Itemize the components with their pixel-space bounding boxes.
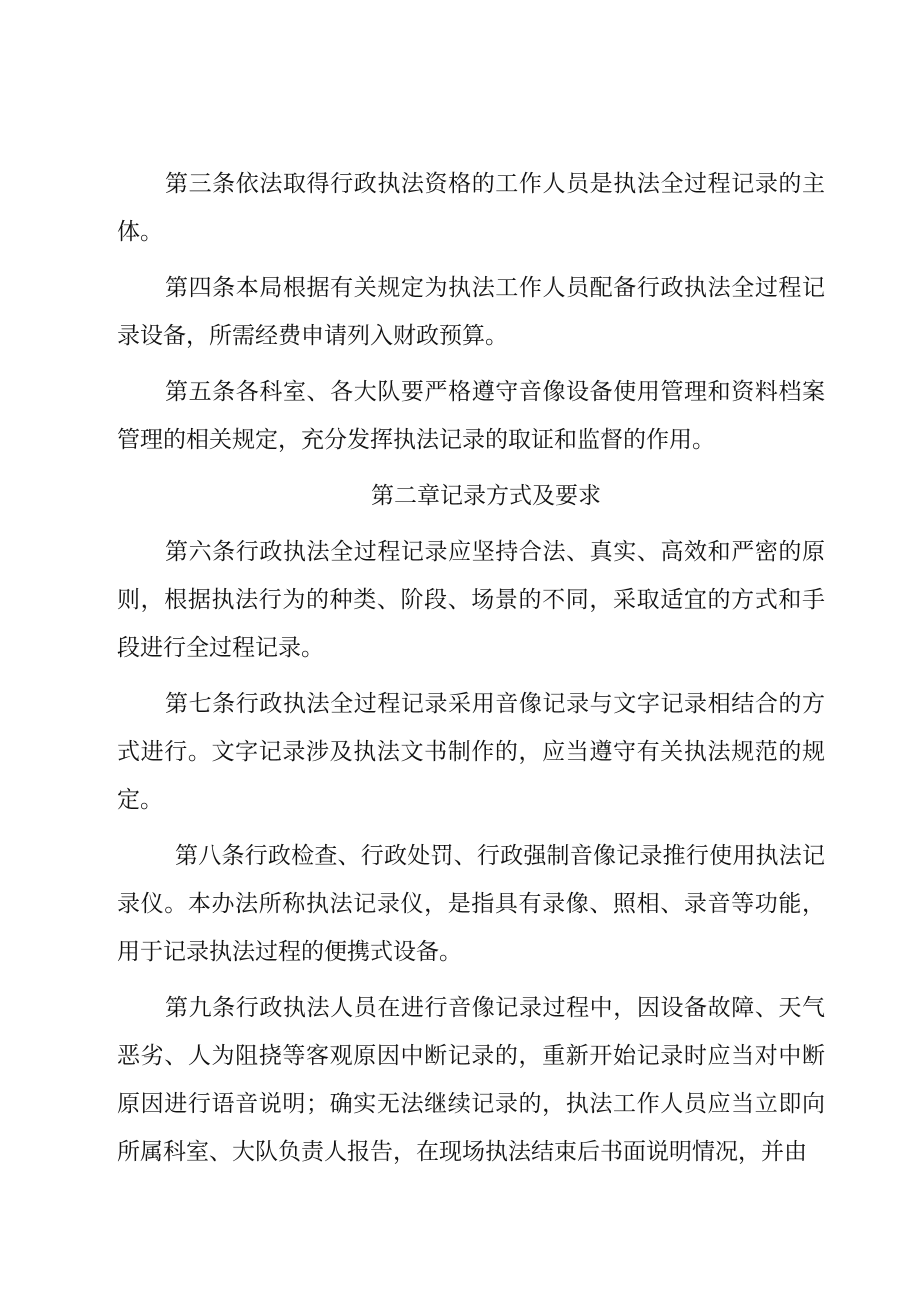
article-8-paragraph: 第八条行政检查、行政处罚、行政强制音像记录推行使用执法记录仪。本办法所称执法记录仪，是指具有录像、照相、录音等功能，用于记录执法过程的便携式设备。 [117,843,825,965]
chapter-heading: 第二章记录方式及要求 [371,483,601,509]
article-3-paragraph: 第三条依法取得行政执法资格的工作人员是执法全过程记录的主体。 [117,171,825,245]
article-9-paragraph: 第九条行政执法人员在进行音像记录过程中，因设备故障、天气恶劣、人为阻挠等客观原因中断记录的，重新开始记录时应当对中断原因进行语音说明；确实无法继续记录的，执法工作人员应当立即向所属科室、大队负责人报告，在现场执法结束后书面说明情况，并由 [117,995,825,1165]
article-7-paragraph: 第七条行政执法全过程记录采用音像记录与文字记录相结合的方式进行。文字记录涉及执法文书制作的，应当遵守有关执法规范的规定。 [117,691,825,813]
article-4-paragraph: 第四条本局根据有关规定为执法工作人员配备行政执法全过程记录设备，所需经费申请列入财政预算。 [117,275,825,349]
article-5-paragraph: 第五条各科室、各大队要严格遵守音像设备使用管理和资料档案管理的相关规定，充分发挥执法记录的取证和监督的作用。 [117,379,825,453]
article-6-paragraph: 第六条行政执法全过程记录应坚持合法、真实、高效和严密的原则，根据执法行为的种类、阶段、场景的不同，采取适宜的方式和手段进行全过程记录。 [117,539,825,661]
document-page [117,160,825,1184]
